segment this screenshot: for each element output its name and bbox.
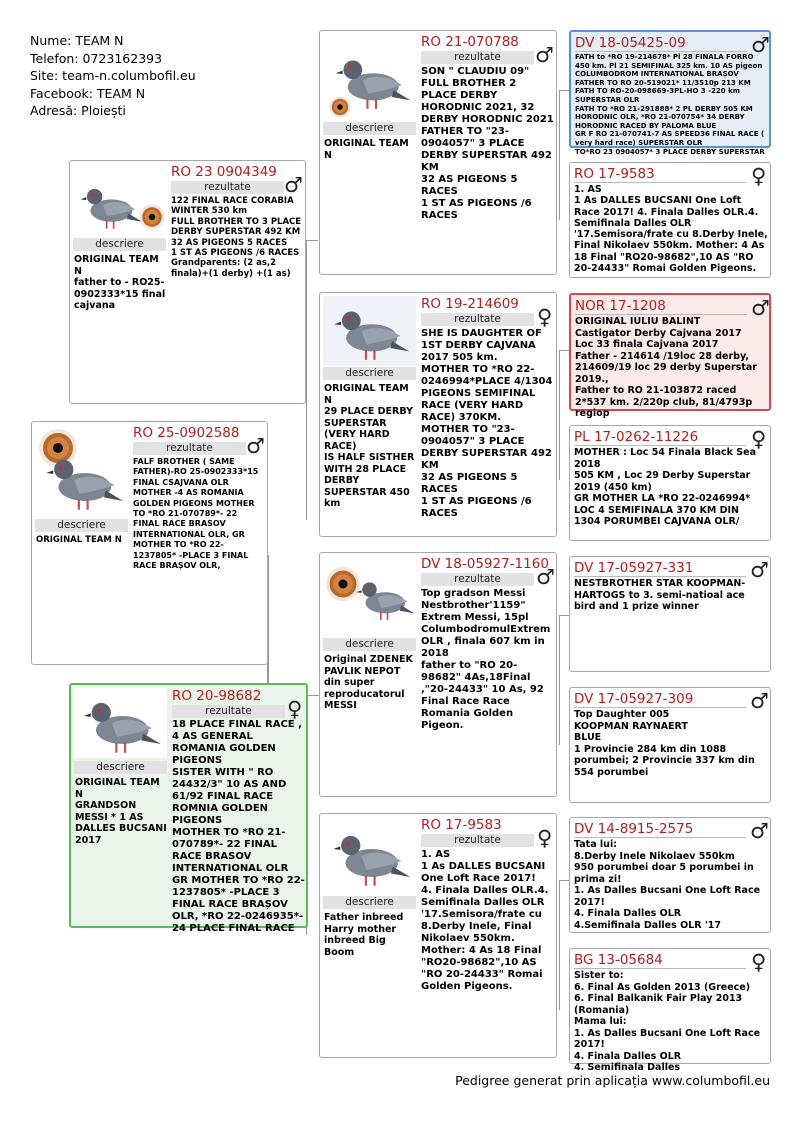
- divider: [574, 968, 746, 969]
- male-icon: ♂: [750, 819, 769, 843]
- owner-facebook: Facebook: TEAM N: [30, 85, 146, 101]
- ring-number: DV 18-05927-1160: [421, 556, 549, 572]
- pigeon-photo: [73, 164, 166, 237]
- male-icon: ♂: [284, 173, 303, 197]
- description-text: ORIGINAL TEAM N: [36, 535, 122, 545]
- owner-address: Adresă: Ploiești: [30, 103, 126, 118]
- ancestor-text: 1. AS 1 As DALLES BUCSANI One Loft Race 2017! 4. Finala Dalles OLR.4. Semifinala Dalles OLR '17.Semisora/frate cu 8.Derby Inele, Final Nikolaev 550km. Mother: 4 As 18 Final "RO20-98682",10 AS "RO 20-24433" Romai Golden Pigeons.: [574, 184, 768, 275]
- pigeon-photo: [323, 556, 416, 638]
- pigeon-photo: [35, 425, 128, 518]
- male-icon: ♂: [536, 565, 555, 589]
- description-text: ORIGINAL TEAM N GRANDSON MESSI * 1 AS DALLES BUCSANI 2017: [75, 777, 167, 846]
- ring-number: RO 19-214609: [421, 296, 519, 312]
- connector-line: [559, 615, 560, 745]
- male-icon: ♂: [751, 33, 770, 57]
- description-tab[interactable]: descriere: [323, 367, 416, 380]
- connector-line: [559, 90, 560, 220]
- pigeon-photo: [323, 817, 416, 895]
- connector-line: [559, 615, 569, 616]
- divider: [574, 837, 746, 838]
- eye-icon: [329, 96, 351, 118]
- pigeon-icon: [325, 297, 415, 365]
- results-tab[interactable]: rezultate: [171, 181, 284, 194]
- description-tab[interactable]: descriere: [323, 896, 416, 909]
- results-text: SHE IS DAUGHTER OF 1ST DERBY CAJVANA 2017 505 km. MOTHER TO *RO 22-0246994*PLACE 4/1304 PIGEONS SEMIFINAL RACE (VERY HARD RACE) 370KM. MOTHER TO "23-0904057" 3 PLACE DERBY SUPERSTAR 492 KM 32 AS PIGEONS 5 RACES 1 ST AS PIGEONS /6 RACES: [421, 328, 553, 519]
- owner-info: [30, 32, 196, 120]
- female-icon: ♀: [537, 826, 553, 850]
- results-text: 1. AS 1 As DALLES BUCSANI One Loft Race 2017! 4. Finala Dalles OLR.4. Semifinala Dalles OLR '17.Semisora/frate cu 8.Derby Inele, Final Nikolaev 550km. Mother: 4 As 18 Final "RO20-98682",10 AS "RO 20-24433" Romai Golden Pigeons.: [421, 849, 549, 992]
- description-tab[interactable]: descriere: [323, 638, 416, 651]
- male-icon: ♂: [535, 43, 554, 67]
- connector-line: [559, 880, 560, 1010]
- ring-number: NOR 17-1208: [575, 298, 666, 314]
- owner-phone: Telefon: 0723162393: [30, 50, 163, 66]
- results-tab[interactable]: rezultate: [421, 834, 534, 847]
- ancestor-text: Top Daughter 005 KOOPMAN RAYNAERT BLUE 1 Provincie 284 km din 1088 porumbei; 2 Provincie 337 km din 554 porumbei: [574, 709, 755, 778]
- ring-number: RO 21-070788: [421, 34, 519, 50]
- eye-icon: [139, 204, 165, 230]
- pigeon-icon: [351, 570, 417, 625]
- male-icon: ♂: [750, 558, 769, 582]
- ancestor-card[interactable]: [569, 948, 771, 1073]
- pigeon-photo: [323, 296, 416, 366]
- female-icon: ♀: [751, 950, 767, 974]
- ancestor-card[interactable]: [569, 556, 771, 672]
- ancestor-card-blue[interactable]: [569, 30, 771, 156]
- results-tab[interactable]: rezultate: [421, 313, 534, 326]
- results-text: 18 PLACE FINAL RACE , 4 AS GENERAL ROMANIA GOLDEN PIGEONS SISTER WITH " RO 24432/3" 10 AS AND 61/92 FINAL RACE ROMNIA GOLDEN PIGEONS MOTHER TO *RO 21-070789*- 22 FINAL RACE BRASOV INTERNATIONAL OLR GR MOTHER TO *RO 22-1237805* -PLACE 3 FINAL RACE BRAȘOV OLR, *RO 22-0246935*- 24 PLACE FINAL RACE: [172, 719, 305, 934]
- description-tab[interactable]: descriere: [73, 238, 166, 251]
- results-text: 122 FINAL RACE CORABIA WINTER 530 km FULL BROTHER TO 3 PLACE DERBY SUPERSTAR 492 KM 32 AS PIGEONS 5 RACES 1 ST AS PIGEONS /6 RACES Grandparents: (2 as,2 finala)+(1 derby) +(1 as): [171, 196, 302, 279]
- ancestor-text: NESTBROTHER STAR KOOPMAN-HARTOGS to 3. semi-natioal ace bird and 1 prize winner: [574, 578, 746, 612]
- description-text: Original ZDENEK PAVLIK NEPOT din super reproducatorul MESSI: [324, 654, 413, 711]
- ancestor-text: ORIGINAL IULIU BALINT Castigator Derby Cajvana 2017 Loc 33 finala Cajvana 2017 Father - 214614 /19loc 28 derby, 214609/19 loc 29 derby Superstar 2019., Father to RO 21-103872 raced 2*537 km. 2/220p club, 81/4793p regiop: [575, 316, 757, 419]
- ring-number: RO 17-9583: [574, 166, 655, 182]
- pigeon-icon: [39, 445, 127, 515]
- divider: [574, 445, 746, 446]
- results-tab[interactable]: rezultate: [172, 705, 285, 718]
- results-tab[interactable]: rezultate: [133, 442, 246, 455]
- ring-number: RO 20-98682: [172, 688, 262, 704]
- female-icon: ♀: [751, 164, 767, 188]
- connector-line: [307, 695, 319, 696]
- description-text: ORIGINAL TEAM N 29 PLACE DERBY SUPERSTAR (VERY HARD RACE) IS HALF SISTHER WITH 28 PLACE DERBY SUPERSTAR 450 km: [324, 383, 415, 509]
- male-icon: ♂: [750, 689, 769, 713]
- owner-site[interactable]: Site: team-n.columbofil.eu: [30, 68, 196, 83]
- female-icon: ♀: [751, 427, 767, 451]
- description-text: Father inbreed Harry mother inbreed Big Boom: [324, 912, 404, 958]
- results-tab[interactable]: rezultate: [421, 51, 534, 64]
- connector-line: [559, 350, 560, 480]
- female-icon: ♀: [537, 305, 553, 329]
- ring-number: DV 17-05927-309: [574, 691, 694, 707]
- ring-number: BG 13-05684: [574, 952, 663, 968]
- great-grandmother-card[interactable]: [319, 292, 557, 537]
- pigeon-photo: [323, 34, 416, 122]
- male-icon: ♂: [246, 434, 265, 458]
- father-card[interactable]: [31, 421, 268, 665]
- ring-number: RO 23 0904349: [171, 164, 277, 180]
- results-tab[interactable]: rezultate: [421, 573, 534, 586]
- divider: [575, 314, 747, 315]
- ancestor-card[interactable]: [569, 162, 771, 278]
- ancestor-card[interactable]: [569, 425, 771, 541]
- ancestor-text: FATH to *RO 19-214678* Pl 28 FINALA FORRO 450 km. Pl 21 SEMIFINAL 325 km. 10 AS pigeon COLUMBODROM INTERNATIONAL BRAȘOV FATHER TO RO 20-519021* 11/3510p 213 KM FATH TO RO-20-098669-3PL-HO 3 -220 km SUPERSTAR OLR FATH TO *RO 21-291888* 2 PL DERBY 505 KM HORODNIC OLR, *RO 21-070754* 34 DERBY HORODNIC RACED BY PALOMA BLUE GR F RO 21-070741-7 AS SPEED36 FINAL RACE ( very hard race) SUPERSTAR OLR TO*RO 23 0904057* 3 PLACE DERBY SUPERSTAR: [575, 53, 765, 156]
- ring-number: PL 17-0262-11226: [574, 429, 699, 445]
- ancestor-card-red[interactable]: [569, 293, 771, 419]
- connector-line: [306, 240, 318, 241]
- ancestor-text: Tata lui: 8.Derby Inele Nikolaev 550km 950 porumbei doar 5 porumbei in prima zi! 1. As Dalles Bucsani One Loft Race 2017! 4. Finala Dalles OLR 4.Semifinala Dalles OLR '17: [574, 839, 761, 931]
- subject-card[interactable]: [69, 683, 308, 934]
- footer-credit: Pedigree generat prin aplicația www.columbofil.eu: [455, 1073, 770, 1088]
- pigeon-icon: [75, 176, 145, 234]
- male-icon: ♂: [751, 296, 770, 320]
- divider: [574, 182, 746, 183]
- connector-line: [559, 350, 569, 351]
- pigeon-icon: [74, 688, 167, 758]
- maternal-grandfather-card[interactable]: [319, 552, 557, 797]
- female-icon: ♀: [287, 697, 303, 721]
- ring-number: DV 18-05425-09: [575, 35, 686, 51]
- ring-number: RO 17-9583: [421, 817, 502, 833]
- ancestor-text: Sister to: 6. Final As Golden 2013 (Greece) 6. Final Balkanik Fair Play 2013 (Romania) Mama lui: 1. As Dalles Bucsani One Loft Race 2017! 4. Finala Dalles OLR 4. Semifinala Dalles: [574, 970, 761, 1073]
- ancestor-card[interactable]: [569, 817, 771, 933]
- description-tab[interactable]: descriere: [35, 519, 128, 532]
- description-tab[interactable]: descriere: [74, 761, 167, 774]
- ring-number: DV 14-8915-2575: [574, 821, 694, 837]
- connector-line: [559, 90, 569, 91]
- owner-name: Nume: TEAM N: [30, 33, 124, 48]
- results-text: Top gradson Messi Nestbrother'1159" Extrem Messi, 15pl ColumbodromulExtrem OLR , finala 607 km in 2018 father to "RO 20-98682" 4As,18Final ,"20-24433" 10 As, 92 Final Race Race Romania Golden Pigeon.: [421, 588, 551, 731]
- description-text: ORIGINAL TEAM N: [324, 138, 409, 161]
- ancestor-card[interactable]: [569, 687, 771, 803]
- ancestor-text: MOTHER : Loc 54 Finala Black Sea 2018 505 KM , Loc 29 Derby Superstar 2019 (450 km) GR MOTHER LA *RO 22-0246994* LOC 4 SEMIFINALA 370 KM DIN 1304 PORUMBEI CAJVANA OLR/: [574, 447, 756, 527]
- maternal-grandmother-card[interactable]: [319, 813, 557, 1058]
- great-grandfather-card[interactable]: [319, 30, 557, 275]
- connector-line: [559, 880, 569, 881]
- ring-number: DV 17-05927-331: [574, 560, 694, 576]
- results-text: FALF BROTHER ( SAME FATHER)-RO 25-0902333*15 FINAL CSAJVANA OLR MOTHER -4 AS ROMANIA GOLDEN PIGEONS MOTHER TO *RO 21-070789*- 22 FINAL RACE BRASOV INTERNATIONAL OLR, GR MOTHER TO *RO 22-1237805* -PLACE 3 FINAL RACE BRAȘOV OLR,: [133, 457, 259, 571]
- paternal-grandfather-card[interactable]: [69, 160, 306, 404]
- pigeon-icon: [326, 821, 414, 891]
- divider: [574, 707, 746, 708]
- ring-number: RO 25-0902588: [133, 425, 240, 441]
- connector-line: [306, 240, 307, 520]
- divider: [574, 576, 746, 577]
- description-text: ORIGINAL TEAM N father to - RO25-0902333*15 final cajvana: [74, 254, 166, 311]
- description-tab[interactable]: descriere: [323, 122, 416, 135]
- pigeon-photo: [74, 688, 167, 758]
- divider: [575, 51, 747, 52]
- results-text: SON " CLAUDIU 09" FULL BROTHER 2 PLACE DERBY HORODNIC 2021, 32 DERBY HORODNIC 2021 FATHER TO "23-0904057" 3 PLACE DERBY SUPERSTAR 492 KM 32 AS PIGEONS 5 RACES 1 ST AS PIGEONS /6 RACES: [421, 66, 554, 221]
